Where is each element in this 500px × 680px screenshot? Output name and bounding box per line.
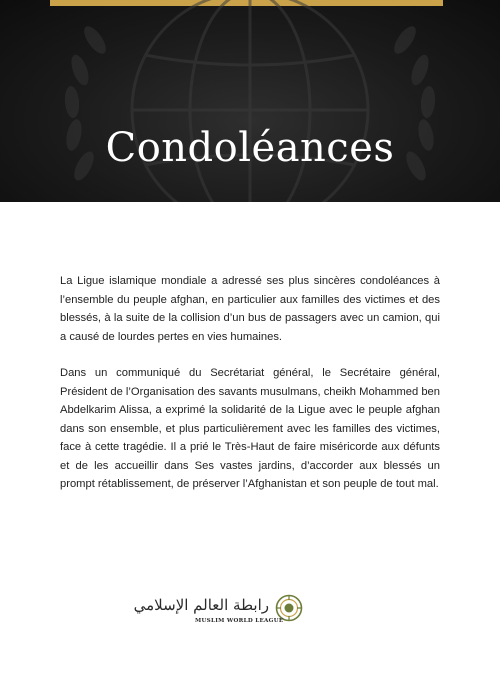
logo-arabic-name: رابطة العالم الإسلامي — [133, 596, 269, 614]
header-banner — [0, 0, 500, 202]
page-title: Condoléances — [105, 125, 395, 171]
globe-laurel-watermark-icon — [0, 0, 500, 202]
muslim-world-league-logo — [133, 592, 307, 632]
paragraph-1: La Ligue islamique mondiale a adressé ses plus sincères condoléances à l’ensemble du peuple afghan, en particulier aux familles des victimes et des blessés, à la suite de la collision d’un bus de passagers avec un camion, qui a causé de lourdes pertes en vies humaines. — [60, 275, 440, 343]
paragraph-2: Dans un communiqué du Secrétariat général, le Secrétaire général, Président de l’Organisation des savants musulmans, cheikh Mohammed ben Abdelkarim Alissa, a exprimé la solidarité de la Ligue avec le peuple afghan dans son ensemble, et plus particulièrement avec les familles des victimes, face à cette tragédie. Il a prié le Très-Haut de faire miséricorde aux défunts et de les accueillir dans Ses vastes jardins, d’accorder aux blessés un prompt rétablissement, de préserver l’Afghanistan et son peuple de tout mal. — [60, 367, 440, 490]
logo-latin-name: MUSLIM WORLD LEAGUE — [195, 618, 284, 624]
article-body — [60, 272, 440, 512]
